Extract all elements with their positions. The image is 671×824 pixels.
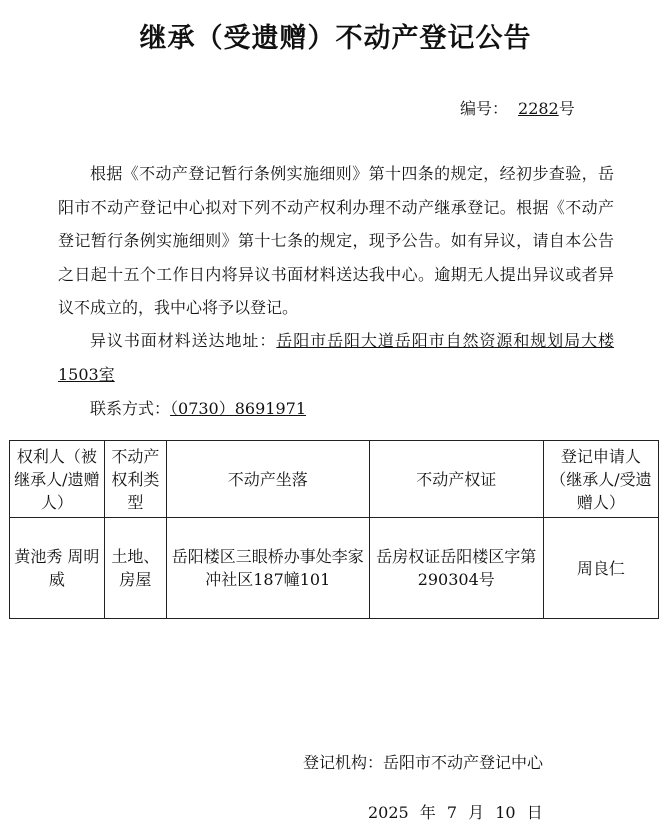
registration-authority (303, 750, 543, 773)
serial-number (460, 96, 575, 119)
contact-info (58, 392, 614, 426)
cell-location: 岳阳楼区三眼桥办事处李家冲社区187幢101 (166, 518, 369, 619)
org-value: 岳阳市不动产登记中心 (383, 753, 544, 772)
address-label: 异议书面材料送达地址： (90, 331, 277, 350)
cell-right-holder: 黄池秀 周明威 (10, 518, 105, 619)
serial-label: 编号： (460, 99, 509, 118)
notice-paragraph: 根据《不动产登记暂行条例实施细则》第十四条的规定，经初步查验，岳阳市不动产登记中心拟对下列不动产权利办理不动产继承登记。根据《不动产登记暂行条例实施细则》第十七条的规定，现予公告。如有异议，请自本公告之日起十五个工作日内将异议书面材料送达我中心。逾期无人提出异议或者异议不成立的，我中心将予以登记。 (58, 164, 614, 317)
header-right-type: 不动产权利类型 (104, 441, 166, 518)
contact-label: 联系方式： (90, 399, 171, 418)
notice-date: 2025 年 7 月 10 日 (368, 803, 543, 822)
cell-applicant: 周良仁 (543, 518, 658, 619)
header-applicant: 登记申请人（继承人/受遗赠人） (543, 441, 658, 518)
address-value: 岳阳市岳阳大道岳阳市自然资源和规划局大楼1503室 (58, 331, 614, 384)
header-right-holder: 权利人（被继承人/遗赠人） (10, 441, 105, 518)
objection-address (58, 324, 614, 391)
table-header-row (10, 441, 659, 518)
header-certificate: 不动产权证 (369, 441, 543, 518)
page-title: 继承（受遗赠）不动产登记公告 (139, 23, 532, 54)
header-location: 不动产坐落 (166, 441, 369, 518)
serial-suffix: 号 (558, 99, 575, 118)
contact-value: （0730）8691971 (170, 399, 306, 418)
serial-value: 2282 (518, 99, 559, 118)
table-row (10, 518, 659, 619)
cell-certificate: 岳房权证岳阳楼区字第290304号 (369, 518, 543, 619)
property-table (9, 440, 659, 619)
cell-right-type: 土地、房屋 (104, 518, 166, 619)
org-label: 登记机构： (303, 753, 384, 772)
